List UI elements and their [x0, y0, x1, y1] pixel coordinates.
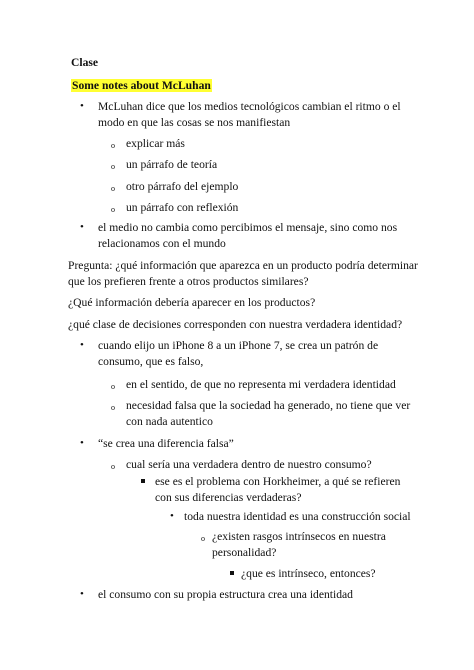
bullet-disc: • [80, 437, 84, 449]
paragraph-line: ¿qué clase de decisiones corresponden con nuestra verdadera identidad? [68, 318, 403, 331]
sub-list-item: cual sería una verdadera dentro de nuestro consumo? [126, 458, 372, 471]
nested-list-item: con sus diferencias verdaderas? [155, 491, 302, 504]
bullet-disc: • [80, 588, 84, 600]
paragraph-line: que los prefieren frente a otros productos similares? [68, 275, 309, 288]
bullet-circle: o [111, 162, 115, 171]
bullet-circle: o [111, 205, 115, 214]
paragraph-line: Pregunta: ¿qué información que aparezca en un producto podría determinar [68, 259, 418, 272]
list-item-text: el consumo con su propia estructura crea una identidad [98, 588, 353, 601]
sub-list-item: un párrafo de teoría [126, 158, 218, 171]
list-item-text: cuando elijo un iPhone 8 a un iPhone 7, se crea un patrón de [98, 339, 379, 352]
bullet-square [230, 571, 234, 575]
highlight-title [71, 77, 212, 94]
bullet-disc: • [170, 510, 174, 522]
list-item-text: consumo, que es falso, [98, 355, 204, 368]
list-item-text: modo en que las cosas se nos manifiestan [98, 116, 291, 129]
nested-list-item: ese es el problema con Horkheimer, a qué se refieren [155, 475, 401, 488]
bullet-disc: • [80, 339, 84, 351]
nested-list-item: ¿que es intrínseco, entonces? [241, 567, 376, 580]
highlighted-text: Some notes about McLuhan [72, 79, 211, 92]
sub-list-item: otro párrafo del ejemplo [126, 180, 239, 193]
sub-list-item: necesidad falsa que la sociedad ha generado, no tiene que ver [126, 399, 411, 412]
sub-list-item: explicar más [126, 137, 185, 150]
list-item-text: el medio no cambia como percibimos el mensaje, sino como nos [98, 221, 398, 234]
bullet-circle: o [201, 534, 205, 543]
bullet-circle: o [111, 403, 115, 412]
bullet-circle: o [111, 141, 115, 150]
bullet-disc: • [80, 221, 84, 233]
bullet-square [141, 479, 145, 483]
bullet-circle: o [111, 184, 115, 193]
bullet-circle: o [111, 382, 115, 391]
sub-list-item: en el sentido, de que no representa mi verdadera identidad [126, 378, 396, 391]
list-item-text: relacionamos con el mundo [98, 237, 226, 250]
bullet-circle: o [111, 462, 115, 471]
bullet-disc: • [80, 100, 84, 112]
paragraph-line: ¿Qué información debería aparecer en los productos? [68, 296, 316, 309]
nested-list-item: personalidad? [212, 546, 277, 559]
sub-list-item: con nada autentico [126, 415, 213, 428]
list-item-text: McLuhan dice que los medios tecnológicos cambian el ritmo o el [98, 100, 401, 113]
sub-list-item: un párrafo con reflexión [126, 201, 239, 214]
heading: Clase [71, 56, 99, 69]
nested-list-item: toda nuestra identidad es una construcción social [184, 510, 411, 523]
list-item-text: “se crea una diferencia falsa” [98, 437, 234, 450]
nested-list-item: ¿existen rasgos intrínsecos en nuestra [212, 530, 386, 543]
